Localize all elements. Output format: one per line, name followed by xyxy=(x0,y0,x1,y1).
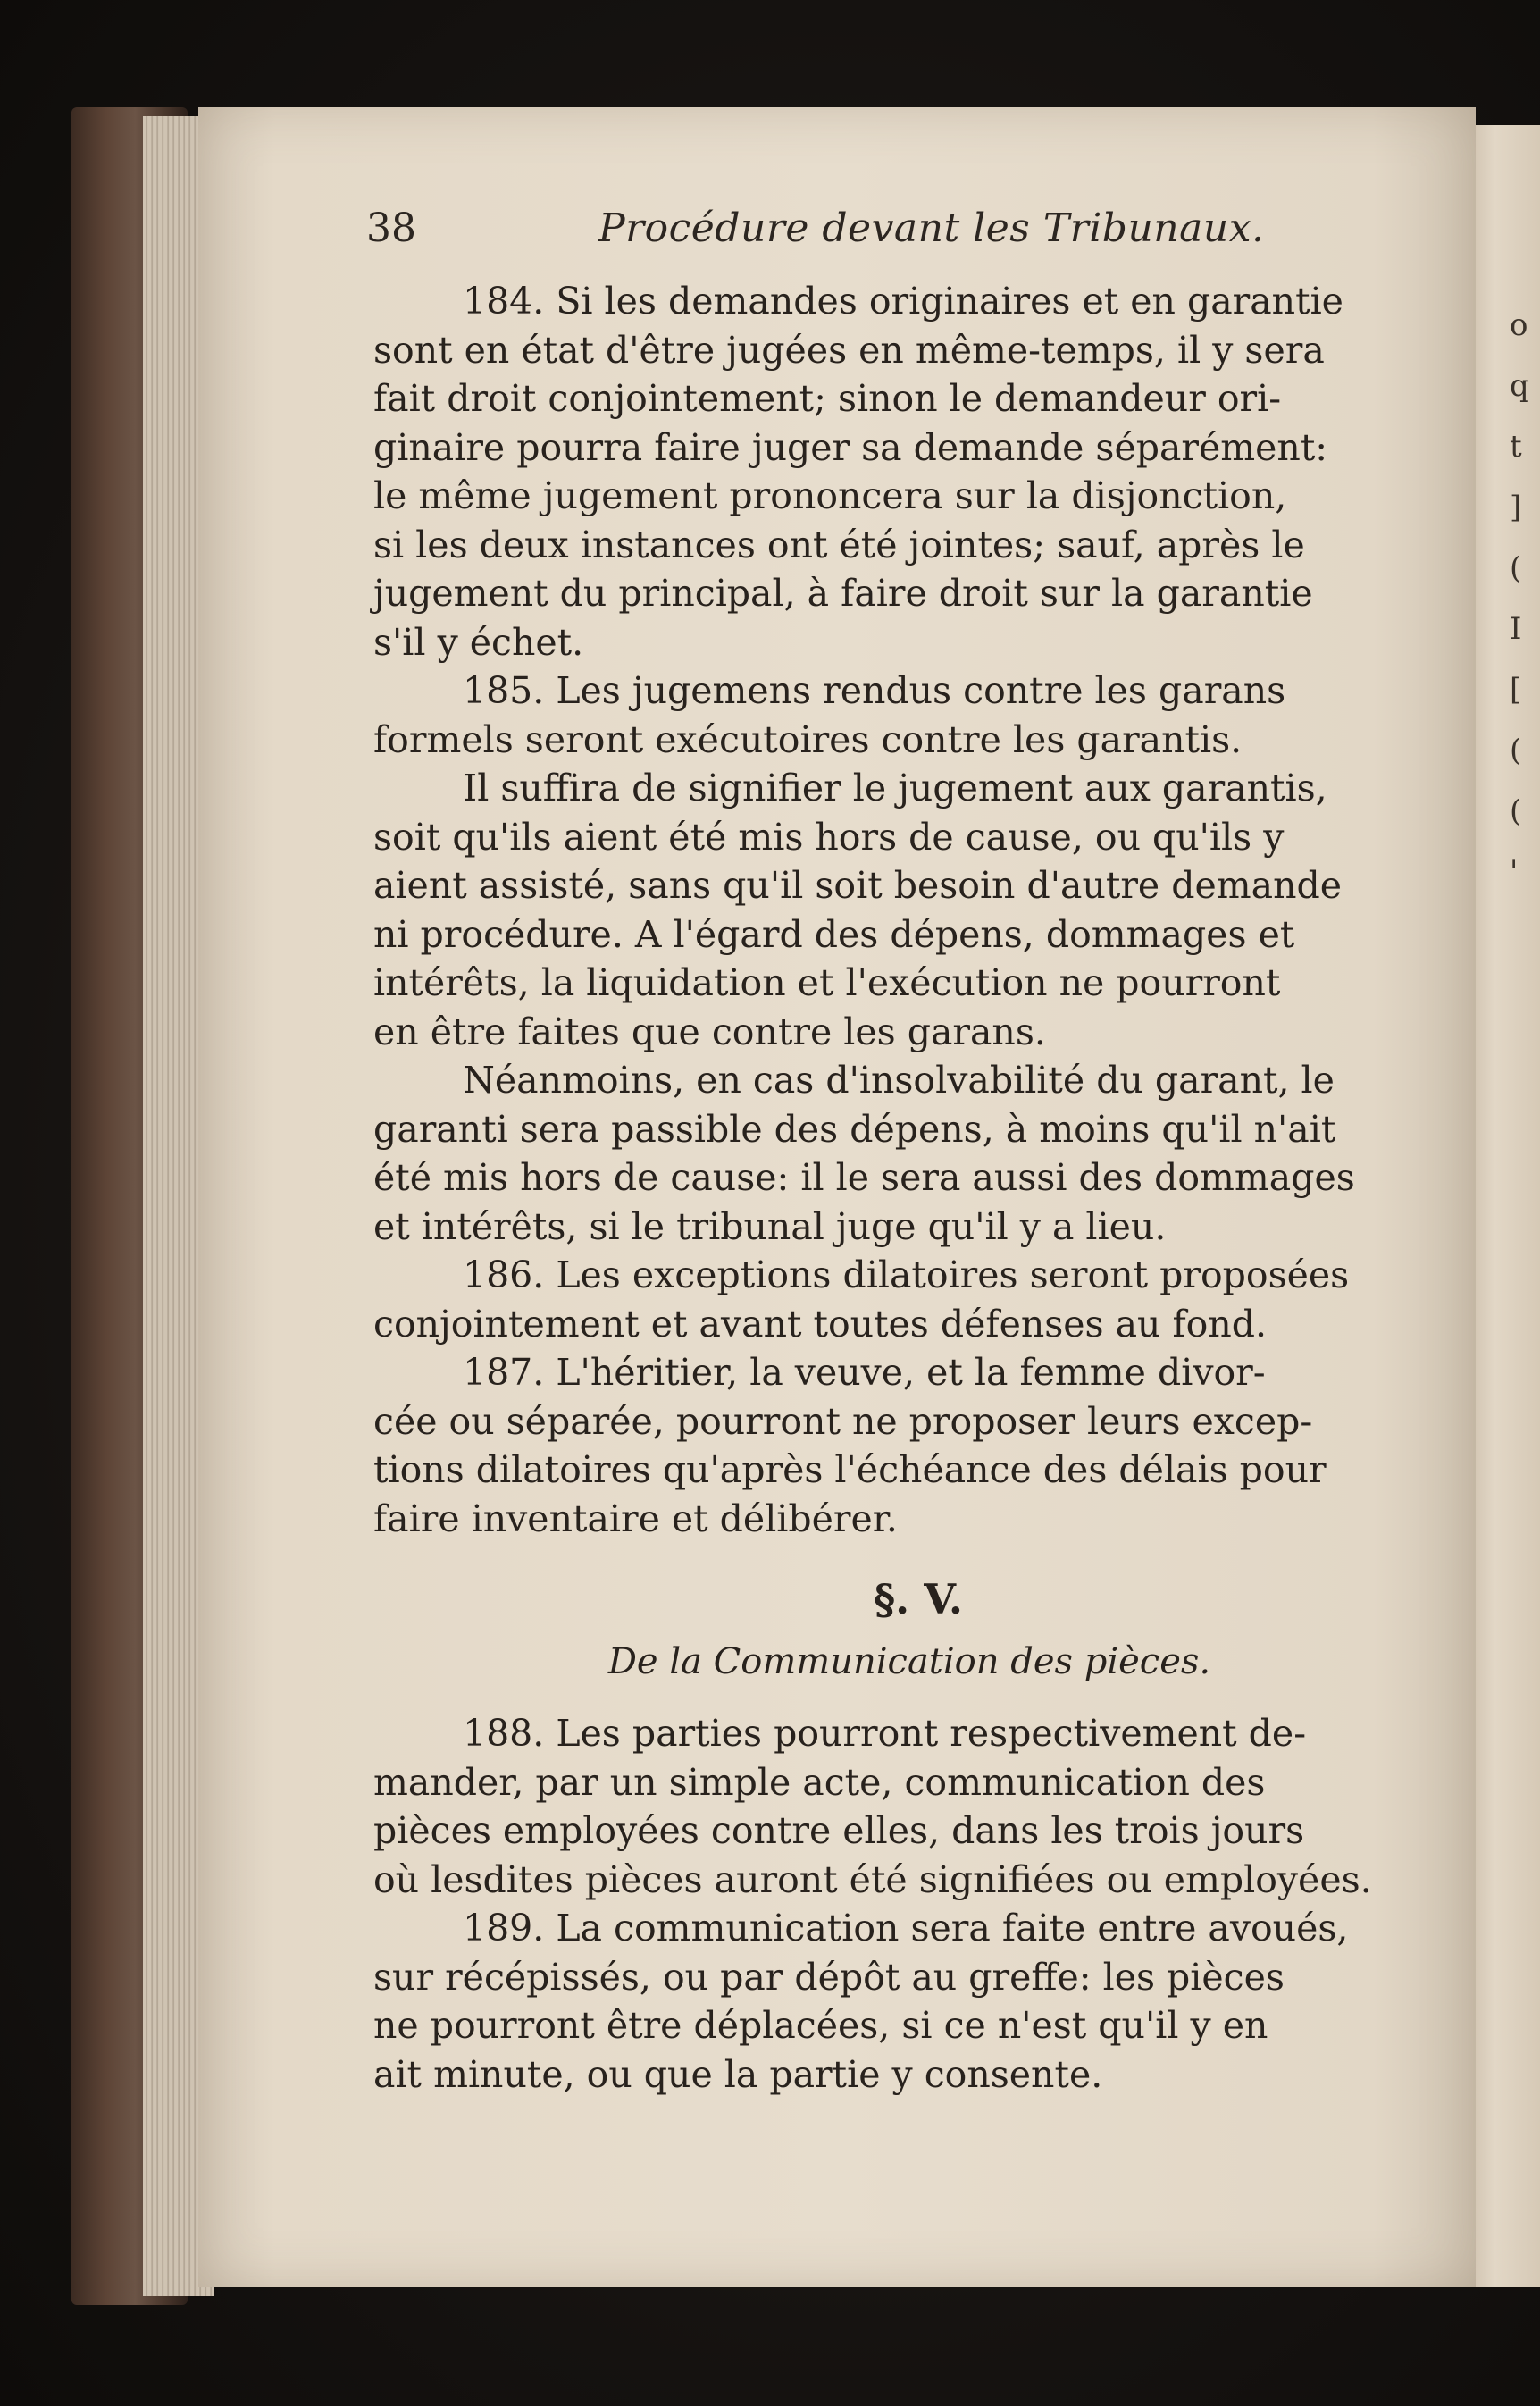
body-text xyxy=(373,277,1427,2099)
margin-mark: q xyxy=(1510,368,1529,404)
text-line: formels seront exécutoires contre les garantis. xyxy=(373,717,1243,761)
text-line: 189. La communication sera faite entre avoués, xyxy=(463,1907,1349,1949)
text-line: cée ou séparée, pourront ne proposer leurs excep- xyxy=(373,1399,1313,1443)
text-line: en être faites que contre les garans. xyxy=(373,1010,1046,1053)
text-line: garanti sera passible des dépens, à moins qu'il n'ait xyxy=(373,1107,1336,1151)
text-line: été mis hors de cause: il le sera aussi des dommages xyxy=(373,1156,1355,1199)
text-line: jugement du principal, à faire droit sur la garantie xyxy=(373,572,1313,615)
text-line: fait droit conjointement; sinon le demandeur ori- xyxy=(373,377,1282,420)
text-line: faire inventaire et délibérer. xyxy=(373,1496,898,1540)
book-page xyxy=(198,107,1476,2287)
text-line: et intérêts, si le tribunal juge qu'il y a lieu. xyxy=(373,1204,1167,1248)
text-line: soit qu'ils aient été mis hors de cause, ou qu'ils y xyxy=(373,815,1285,859)
text-line: mander, par un simple acte, communication des xyxy=(373,1760,1266,1804)
running-title: Procédure devant les Tribunaux. xyxy=(598,205,1265,251)
margin-mark: o xyxy=(1510,307,1528,343)
text-line: 185. Les jugemens rendus contre les garans xyxy=(463,669,1286,712)
margin-mark: ( xyxy=(1510,550,1522,586)
text-line: conjointement et avant toutes défenses au fond. xyxy=(373,1302,1268,1346)
text-line: ne pourront être déplacées, si ce n'est qu'il y en xyxy=(373,2004,1268,2047)
text-line: sont en état d'être jugées en même-temps, il y sera xyxy=(373,328,1325,372)
text-line: Il suffira de signifier le jugement aux garantis, xyxy=(463,767,1327,809)
margin-mark: I xyxy=(1510,611,1522,647)
text-line: si les deux instances ont été jointes; sauf, après le xyxy=(373,523,1305,566)
text-line: ni procédure. A l'égard des dépens, dommages et xyxy=(373,912,1295,956)
section-heading: §. V. xyxy=(874,1575,963,1623)
text-line: aient assisté, sans qu'il soit besoin d'autre demande xyxy=(373,864,1342,907)
text-line: 186. Les exceptions dilatoires seront proposées xyxy=(463,1253,1350,1296)
next-page-marks xyxy=(1510,295,1536,902)
text-line: pièces employées contre elles, dans les trois jours xyxy=(373,1809,1305,1852)
margin-mark: ] xyxy=(1510,490,1522,525)
margin-mark: ( xyxy=(1510,793,1522,829)
text-line: intérêts, la liquidation et l'exécution ne pourront xyxy=(373,961,1281,1004)
text-line: Néanmoins, en cas d'insolvabilité du garant, le xyxy=(463,1059,1335,1102)
page-number: 38 xyxy=(366,205,416,251)
text-line: 187. L'héritier, la veuve, et la femme divor- xyxy=(463,1351,1266,1394)
paragraphs-after-section xyxy=(373,1709,1427,2099)
section-subheading: De la Communication des pièces. xyxy=(607,1641,1211,1682)
margin-mark: t xyxy=(1510,429,1522,465)
page-header xyxy=(366,205,1367,259)
text-line: tions dilatoires qu'après l'échéance des délais pour xyxy=(373,1448,1327,1491)
text-line: 188. Les parties pourront respectivement de- xyxy=(463,1712,1307,1755)
text-line: sur récépissés, ou par dépôt au greffe: les pièces xyxy=(373,1955,1285,1999)
text-line: s'il y échet. xyxy=(373,620,584,664)
text-line: où lesdites pièces auront été signifiées ou employées. xyxy=(373,1857,1372,1901)
text-line: ait minute, ou que la partie y consente. xyxy=(373,2052,1103,2096)
text-line: 184. Si les demandes originaires et en garantie xyxy=(463,280,1343,323)
margin-mark: ( xyxy=(1510,733,1522,768)
margin-mark: ' xyxy=(1510,854,1519,890)
text-line: le même jugement prononcera sur la disjonction, xyxy=(373,474,1287,517)
text-line: ginaire pourra faire juger sa demande séparément: xyxy=(373,425,1328,469)
paragraphs-before-section xyxy=(373,277,1427,1543)
margin-mark: [ xyxy=(1510,672,1522,708)
